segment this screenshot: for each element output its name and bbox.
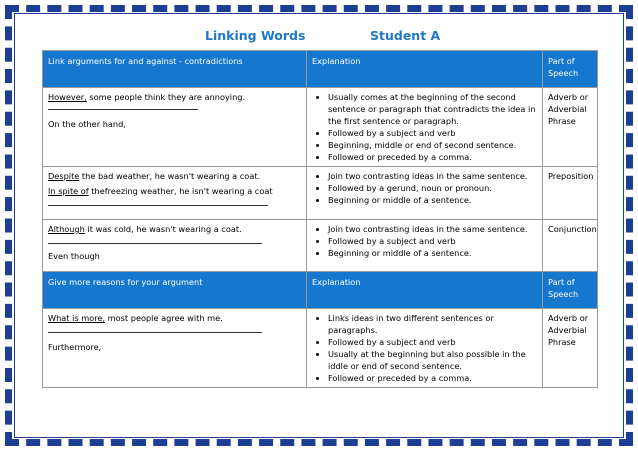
part-of-speech-cell: Adverb or Adverbial Phrase [543, 309, 598, 388]
answer-line[interactable] [48, 109, 198, 110]
table-row [43, 309, 598, 388]
example-prompt: Even though [48, 251, 100, 261]
header-part-of-speech: Part of Speech [543, 272, 598, 309]
heading [0, 28, 638, 46]
explanation-cell [307, 220, 543, 272]
linking-words-table [42, 50, 598, 388]
examples-cell [43, 167, 307, 220]
header-more-reasons: Give more reasons for your argument [43, 272, 307, 309]
example-prompt: On the other hand, [48, 119, 126, 129]
linking-word: What is more, [48, 313, 106, 323]
answer-line[interactable] [48, 243, 262, 244]
example-sentence: What is more, most people agree with me. [48, 313, 223, 323]
explanation-item: • Beginning or middle of a sentence. [328, 194, 537, 206]
examples-cell [43, 309, 307, 388]
explanation-item: • Join two contrasting ideas in the same sentence. [328, 223, 537, 235]
example-prompt: Furthermore, [48, 342, 102, 352]
explanation-item: • Followed by a gerund, noun or pronoun. [328, 182, 537, 194]
answer-line[interactable] [48, 205, 268, 206]
explanation-cell [307, 88, 543, 167]
header-explanation: Explanation [307, 272, 543, 309]
part-of-speech-cell: Conjunction [543, 220, 598, 272]
table-header-row [43, 272, 598, 309]
examples-cell [43, 220, 307, 272]
explanation-cell [307, 167, 543, 220]
explanation-cell [307, 309, 543, 388]
table-row [43, 220, 598, 272]
explanation-item: • Links ideas in two different sentences or paragraphs. [328, 312, 537, 336]
part-of-speech-cell: Preposition [543, 167, 598, 220]
header-explanation: Explanation [307, 51, 543, 88]
explanation-item: • Usually comes at the beginning of the second sentence or paragraph that contradicts the idea in the first sentence or paragraph. [328, 91, 537, 127]
explanation-item: • Followed by a subject and verb [328, 127, 537, 139]
example-sentence: Despite the bad weather, he wasn't wearing a coat. [48, 171, 261, 181]
header-link-arguments: Link arguments for and against - contradictions [43, 51, 307, 88]
table-header-row [43, 51, 598, 88]
example-sentence: However, some people think they are annoying. [48, 92, 246, 102]
explanation-item: • Followed or preceded by a comma. [328, 151, 537, 163]
table-row [43, 167, 598, 220]
student-label: Student A [370, 28, 441, 43]
linking-word: Although [48, 224, 85, 234]
example-sentence: Although it was cold, he wasn't wearing a coat. [48, 224, 242, 234]
linking-word: However, [48, 92, 87, 102]
explanation-item: • Followed or preceded by a comma. [328, 372, 537, 384]
worksheet-title: Linking Words [205, 28, 306, 43]
linking-word: In spite of [48, 186, 89, 196]
header-part-of-speech: Part of Speech [543, 51, 598, 88]
table-row [43, 88, 598, 167]
example-sentence: In spite of thefreezing weather, he isn't wearing a coat [48, 186, 273, 196]
explanation-item: • Beginning or middle of a sentence. [328, 247, 537, 259]
explanation-item: • Usually at the beginning but also possible in the iddle or end of second sentence. [328, 348, 537, 372]
linking-word: Despite [48, 171, 80, 181]
examples-cell [43, 88, 307, 167]
part-of-speech-cell: Adverb or Adverbial Phrase [543, 88, 598, 167]
explanation-item: • Followed by a subject and verb [328, 235, 537, 247]
explanation-item: • Followed by a subject and verb [328, 336, 537, 348]
explanation-item: • Beginning, middle or end of second sentence. [328, 139, 537, 151]
answer-line[interactable] [48, 332, 262, 333]
explanation-item: • Join two contrasting ideas in the same sentence. [328, 170, 537, 182]
